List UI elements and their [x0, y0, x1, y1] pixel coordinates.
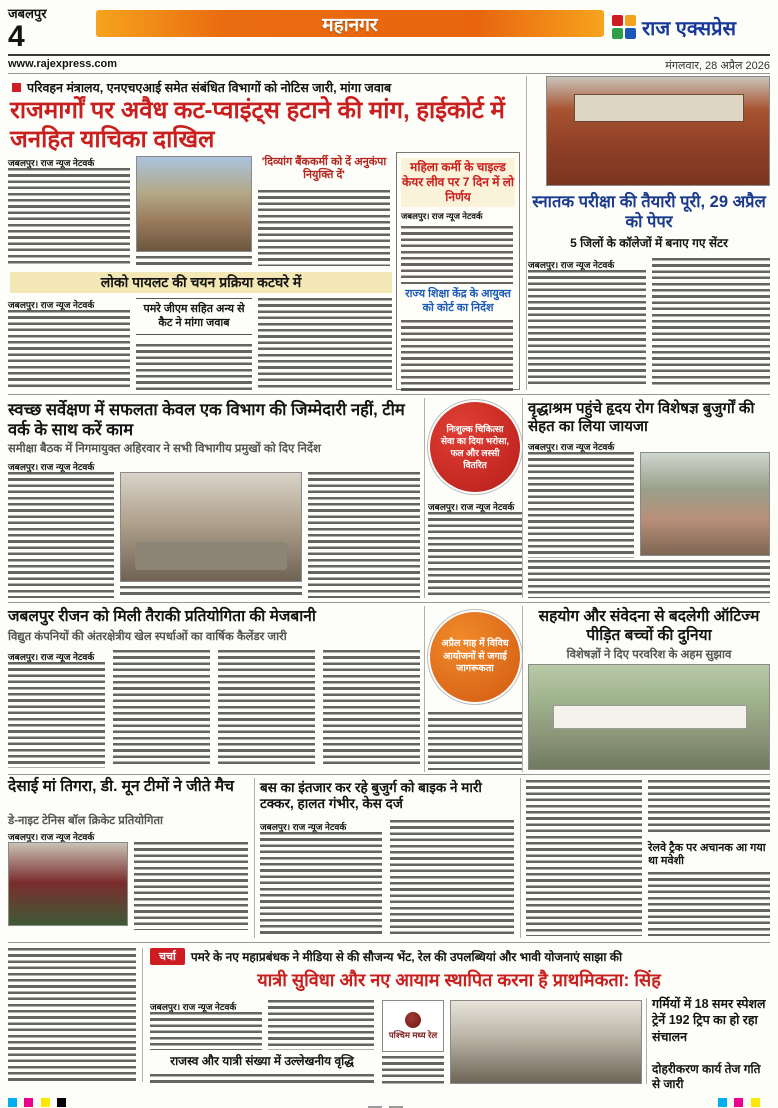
awareness-badge: अप्रैल माह में विविध आयोजनों से जगाई जागरूकता [430, 612, 520, 702]
body-text [382, 1056, 444, 1084]
body-text [528, 560, 770, 598]
exam-byline: जबलपुर। राज न्यूज नेटवर्क [528, 260, 615, 270]
college-building-photo [546, 76, 770, 186]
column-divider [526, 76, 527, 390]
autism-group-photo [528, 664, 770, 770]
body-text [258, 190, 390, 266]
review-meeting-photo [120, 472, 302, 582]
cattle-on-track-headline: रेलवे ट्रैक पर अचानक आ गया था मवेशी [648, 842, 766, 868]
body-text [648, 780, 770, 836]
column-divider [522, 606, 523, 772]
yellow-mark-icon [751, 1098, 760, 1107]
body-text [150, 1012, 262, 1050]
medical-byline: जबलपुर। राज न्यूज नेटवर्क [428, 502, 515, 512]
childcare-subhead: राज्य शिक्षा केंद्र के आयुक्त को कोर्ट का निर्देश [405, 288, 511, 314]
brand-logo [612, 8, 770, 46]
cricket-subhead: डे-नाइट टेनिस बॉल क्रिकेट प्रतियोगिता [8, 815, 163, 827]
website-url: www.rajexpress.com [8, 58, 118, 70]
body-text [8, 472, 114, 598]
logo-square-yellow [625, 15, 636, 26]
column-divider [522, 398, 523, 598]
meeting-table [135, 542, 286, 570]
section-name: महानगर [322, 14, 378, 36]
body-text [428, 512, 522, 598]
body-text [323, 650, 420, 768]
registration-marks-center [368, 1097, 406, 1108]
body-text [526, 780, 642, 936]
college-signboard [574, 94, 745, 122]
gm-byline: जबलपुर। राज न्यूज नेटवर्क [150, 1002, 237, 1012]
issue-date: मंगलवार, 28 अप्रैल 2026 [665, 60, 770, 72]
column-divider [142, 948, 143, 1082]
lead-quote-headline: 'दिव्यांग बैंककर्मी को दें अनुकंपा नियुक्ति दें' [261, 156, 387, 182]
text-column [323, 650, 420, 768]
body-text [136, 344, 252, 390]
body-text [390, 820, 514, 936]
loco-byline: जबलपुर। राज न्यूज नेटवर्क [8, 300, 95, 310]
logo-square-blue [625, 28, 636, 39]
text-column [218, 650, 315, 768]
brand-name: राज एक्सप्रेस [642, 17, 737, 40]
doubling-subhead: दोहरीकरण कार्य तेज गति से जारी [652, 1062, 761, 1091]
old-age-home-photo [640, 452, 770, 556]
bike-accident-headline: बस का इंतजार कर रहे बुजुर्ग को बाइक ने मारी टक्कर, हालत गंभीर, केस दर्ज [260, 780, 482, 812]
childcare-byline: जबलपुर। राज न्यूज नेटवर्क [401, 211, 483, 221]
childcare-story-box [396, 152, 520, 390]
cricket-headline: देसाई मां तिगरा, डी. मून टीमों ने जीते मैच [8, 778, 234, 795]
body-text [134, 842, 248, 930]
page-number: 4 [8, 20, 25, 53]
column-divider [646, 998, 647, 1084]
body-text [150, 1074, 374, 1084]
gm-kicker-row [150, 948, 768, 965]
event-banner [553, 705, 747, 730]
body-text [218, 650, 315, 768]
revenue-subhead: राजस्व और यात्री संख्या में उल्लेखनीय वृद्धि [170, 1054, 354, 1068]
edition-box [8, 4, 92, 52]
lead-kicker-row [12, 79, 517, 96]
gm-headline: यात्री सुविधा और नए आयाम स्थापित करना है प्राथमिकता: सिंह [257, 970, 661, 990]
body-text [428, 712, 522, 770]
free-medical-badge: निःशुल्क चिकित्सा सेवा का दिया भरोसा, फल और लस्सी वितरित [430, 402, 520, 492]
column-divider [424, 606, 425, 772]
column-divider [254, 778, 255, 938]
lead-byline: जबलपुर। राज न्यूज नेटवर्क [8, 158, 95, 168]
brand-logo-icon [612, 15, 636, 39]
cat-notice-headline: पमरे जीएम सहित अन्य से कैट ने मांगा जवाब [136, 298, 252, 335]
railway-emblem-icon [405, 1012, 421, 1028]
elderly-byline: जबलपुर। राज न्यूज नेटवर्क [528, 442, 615, 452]
section-divider [8, 602, 770, 603]
lead-headline: राजमार्गों पर अवैध कट-प्वाइंट्स हटाने की मांग, हाईकोर्ट में जनहित याचिका दाखिल [10, 97, 505, 154]
body-text [8, 948, 136, 1082]
body-text [528, 270, 646, 388]
body-text [648, 872, 770, 936]
body-text [268, 1000, 374, 1050]
body-text [528, 452, 634, 558]
section-divider [8, 942, 770, 943]
swachh-subhead: समीक्षा बैठक में निगमायुक्त अहिरवार ने सभी विभागीय प्रमुखों को दिए निर्देश [8, 443, 321, 455]
section-divider [8, 394, 770, 395]
railway-logo [382, 1000, 444, 1052]
railway-logo-text: पश्चिम मध्य रेल [388, 1029, 438, 1040]
logo-square-red [612, 15, 623, 26]
bike-accident-byline: जबलपुर। राज न्यूज नेटवर्क [260, 822, 347, 832]
exam-subhead: 5 जिलों के कॉलेजों में बनाए गए सेंटर [570, 236, 728, 250]
column-divider [520, 778, 521, 938]
childcare-headline: महिला कर्मी के चाइल्ड केयर लीव पर 7 दिन में लो निर्णय [401, 158, 515, 207]
magenta-mark-icon [734, 1098, 743, 1107]
magenta-mark-icon [24, 1098, 33, 1107]
charcha-label: चर्चा [150, 948, 185, 965]
autism-subhead: विशेषज्ञों ने दिए परवरिश के अहम सुझाव [566, 649, 732, 661]
body-text [401, 226, 513, 284]
body-text [8, 310, 130, 390]
autism-headline: सहयोग और संवेदना से बदलेगी ऑटिज्म पीड़ित बच्चों की दुनिया [538, 608, 760, 644]
swachh-headline: स्वच्छ सर्वेक्षण में सफलता केवल एक विभाग की जिम्मेदारी नहीं, टीम वर्क के साथ करें काम [8, 401, 405, 440]
swimming-subhead: विद्युत कंपनियों की अंतरक्षेत्रीय खेल स्पर्धाओं का वार्षिक कैलेंडर जारी [8, 631, 287, 643]
body-text [652, 258, 770, 388]
gm-press-meet-photo [450, 1000, 642, 1084]
body-text [120, 586, 302, 598]
text-column [113, 650, 210, 768]
gm-kicker: पमरे के नए महाप्रबंधक ने मीडिया से की सौजन्य भेंट, रेल की उपलब्धियां और भावी योजनाएं साझा की [190, 950, 623, 964]
cyan-mark-icon [718, 1098, 727, 1107]
masthead-rule-thin [8, 73, 770, 74]
summer-trains-subhead: गर्मियों में 18 समर स्पेशल ट्रेनें 192 ट्रिप का हो रहा संचालन [652, 997, 766, 1044]
black-mark-icon [57, 1098, 66, 1107]
logo-square-green [612, 28, 623, 39]
swimming-byline: जबलपुर। राज न्यूज नेटवर्क [8, 652, 95, 662]
registration-marks-left [8, 1094, 69, 1108]
cricket-photo [8, 842, 128, 926]
section-divider [8, 774, 770, 775]
swimming-columns [8, 650, 420, 768]
lead-kicker: परिवहन मंत्रालय, एनएचएआई समेत संबंधित विभागों को नोटिस जारी, मांगा जवाब [27, 81, 392, 95]
section-banner [96, 10, 604, 37]
text-column [8, 650, 105, 768]
cricket-byline: जबलपुर। राज न्यूज नेटवर्क [8, 832, 95, 842]
edition-name: जबलपुर [8, 6, 47, 21]
body-text [260, 832, 382, 936]
body-text [8, 662, 105, 768]
highcourt-photo [136, 156, 252, 252]
elderly-headline: वृद्धाश्रम पहुंचे हृदय रोग विशेषज्ञ बुजुर्गों की सेहत का लिया जायजा [528, 400, 755, 436]
body-text [258, 298, 392, 390]
body-text [8, 168, 130, 266]
masthead-rule-thick [8, 54, 770, 56]
swimming-headline: जबलपुर रीजन को मिली तैराकी प्रतियोगिता की मेजबानी [8, 608, 316, 625]
body-text [308, 472, 420, 598]
registration-marks-right [718, 1094, 778, 1108]
swachh-byline: जबलपुर। राज न्यूज नेटवर्क [8, 462, 95, 472]
kicker-bullet-icon [12, 83, 21, 92]
cyan-mark-icon [8, 1098, 17, 1107]
body-text [401, 320, 513, 392]
body-text [136, 256, 252, 266]
loco-headline: लोको पायलट की चयन प्रक्रिया कटघरे में [10, 272, 392, 293]
exam-headline: स्नातक परीक्षा की तैयारी पूरी, 29 अप्रैल को पेपर [532, 193, 766, 232]
yellow-mark-icon [41, 1098, 50, 1107]
body-text [113, 650, 210, 768]
column-divider [424, 398, 425, 598]
